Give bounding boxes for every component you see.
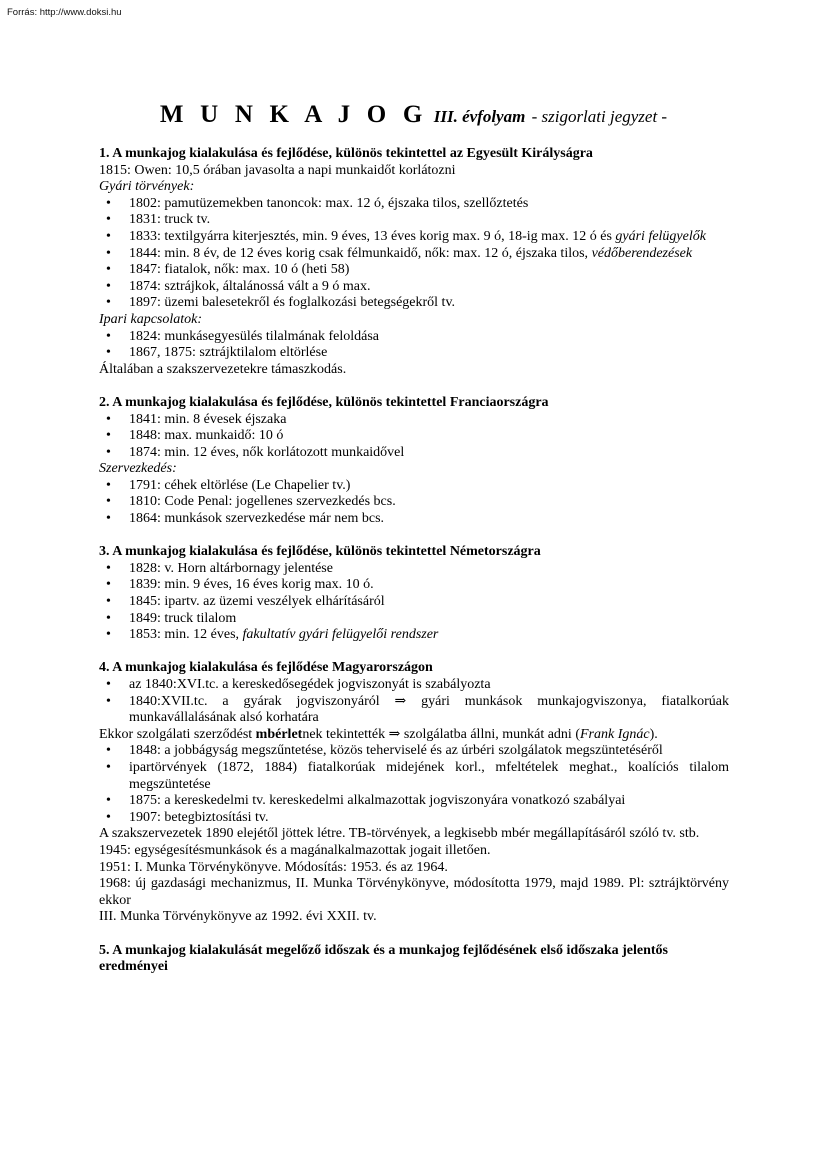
list-item-emphasis: gyári felügyelők xyxy=(615,228,706,244)
page-title xyxy=(0,100,827,132)
title-year: III. évfolyam xyxy=(433,107,526,126)
list-item: • 1848: a jobbágyság megszűntetése, közös teherviselé és az úrbéri szolgálatok megszüntetéséről xyxy=(99,743,729,760)
list-item: • 1847: fiatalok, nők: max. 10 ó (heti 58) xyxy=(99,262,729,279)
list-item: • az 1840:XVI.tc. a kereskedősegédek jogviszonyát is szabályozta xyxy=(99,677,729,694)
section-2-organizing-list xyxy=(99,478,729,528)
title-main: M U N K A J O G xyxy=(159,101,428,128)
list-item-text: 1833: textilgyárra kiterjesztés, min. 9 éves, 13 éves korig max. 9 ó, 18-ig max. 12 ó és xyxy=(129,228,616,244)
list-item-text: 1853: min. 12 éves, xyxy=(129,627,243,643)
section-4-heading: 4. A munkajog kialakulása és fejlődése Magyarországon xyxy=(99,660,433,676)
list-item: • 1864: munkások szervezkedése már nem bcs. xyxy=(99,511,729,528)
list-item: • 1840:XVII.tc. a gyárak jogviszonyáról ⇒ gyári munkások munkajogviszonya, fiatalkorúak munkavállalásának alsó korhatára xyxy=(99,694,729,727)
list-item: • ipartörvények (1872, 1884) fiatalkorúak midejének korl., mfeltételek meghat., koalíciós tilalom megszüntetése xyxy=(99,760,729,793)
section-4-paragraph-service-contract xyxy=(99,727,729,744)
list-item: • 1831: truck tv. xyxy=(99,212,729,229)
section-4-paragraph-unions: A szakszervezetek 1890 elejétől jöttek létre. TB-törvények, a legkisebb mbér megállapításáról szóló tv. stb. xyxy=(99,826,700,842)
section-4-paragraph-1945: 1945: egységesítésmunkások és a magánalkalmazottak jogait illetően. xyxy=(99,842,491,858)
section-2-label-organizing: Szervezkedés: xyxy=(99,461,177,477)
list-item: • 1875: a kereskedelmi tv. kereskedelmi alkalmazottak jogviszonyára vonatkozó szabályai xyxy=(99,793,729,810)
paragraph-text: ). xyxy=(649,726,658,742)
section-1-factory-list xyxy=(99,196,729,312)
section-5-heading: 5. A munkajog kialakulását megelőző időszak és a munkajog fejlődésének első időszaka jelentős eredményei xyxy=(99,942,668,975)
section-1-label-factory-laws: Gyári törvények: xyxy=(99,179,195,195)
list-item-emphasis: fakultatív gyári felügyelői rendszer xyxy=(242,627,439,643)
list-item: • 1791: céhek eltörlése (Le Chapelier tv.) xyxy=(99,478,729,495)
section-4-paragraph-1968: 1968: új gazdasági mechanizmus, II. Munka Törvénykönyve, módosította 1979, majd 1989. Pl: sztrájktörvény ekkor xyxy=(99,876,729,908)
list-item xyxy=(99,627,729,644)
list-item: • 1841: min. 8 évesek éjszaka xyxy=(99,412,729,429)
section-3-list xyxy=(99,561,729,644)
list-item: • 1874: sztrájkok, általánossá vált a 9 ó max. xyxy=(99,279,729,296)
paragraph-bold-term: mbérlet xyxy=(255,726,303,742)
paragraph-text: nek tekintették ⇒ szolgálatba állni, munkát adni ( xyxy=(302,726,580,742)
source-note: Forrás: http://www.doksi.hu xyxy=(7,7,122,18)
section-1-heading: 1. A munkajog kialakulása és fejlődése, különös tekintettel az Egyesült Királyságra xyxy=(99,146,593,161)
section-1-industrial-list xyxy=(99,329,729,362)
list-item: • 1802: pamutüzemekben tanoncok: max. 12 ó, éjszaka tilos, szellőztetés xyxy=(99,196,729,213)
section-4-paragraph-1951: 1951: I. Munka Törvénykönyve. Módosítás: 1953. és az 1964. xyxy=(99,859,448,875)
list-item: • 1839: min. 9 éves, 16 éves korig max. 10 ó. xyxy=(99,577,729,594)
section-1-outro: Általában a szakszervezetekre támaszkodás. xyxy=(99,361,347,377)
title-subtitle: - szigorlati jegyzet - xyxy=(531,107,668,126)
list-item: • 1897: üzemi balesetekről és foglalkozási betegségekről tv. xyxy=(99,295,729,312)
list-item xyxy=(99,229,729,246)
list-item: • 1867, 1875: sztrájktilalom eltörlése xyxy=(99,345,729,362)
section-3-heading: 3. A munkajog kialakulása és fejlődése, különös tekintettel Németországra xyxy=(99,544,541,560)
list-item: • 1824: munkásegyesülés tilalmának feloldása xyxy=(99,329,729,346)
list-item: • 1849: truck tilalom xyxy=(99,611,729,628)
list-item xyxy=(99,246,729,263)
section-1-intro: 1815: Owen: 10,5 órában javasolta a napi munkaidőt korlátozni xyxy=(99,162,456,178)
list-item: • 1810: Code Penal: jogellenes szervezkedés bcs. xyxy=(99,494,729,511)
list-item: • 1874: min. 12 éves, nők korlátozott munkaidővel xyxy=(99,445,729,462)
section-2-heading: 2. A munkajog kialakulása és fejlődése, különös tekintettel Franciaországra xyxy=(99,394,549,410)
list-item: • 1848: max. munkaidő: 10 ó xyxy=(99,428,729,445)
section-2-list xyxy=(99,412,729,462)
section-4-list-a xyxy=(99,677,729,727)
list-item-emphasis: védőberendezések xyxy=(591,245,693,261)
paragraph-text: Ekkor szolgálati szerződést xyxy=(99,726,256,742)
section-4-paragraph-1992: III. Munka Törvénykönyve az 1992. évi XXII. tv. xyxy=(99,909,377,925)
list-item: • 1907: betegbiztosítási tv. xyxy=(99,810,729,827)
section-4-list-b xyxy=(99,743,729,826)
list-item: • 1845: ipartv. az üzemi veszélyek elhárításáról xyxy=(99,594,729,611)
section-1-label-industrial: Ipari kapcsolatok: xyxy=(99,311,203,327)
list-item: • 1828: v. Horn altárbornagy jelentése xyxy=(99,561,729,578)
document-body xyxy=(99,146,729,976)
list-item-text: 1844: min. 8 év, de 12 éves korig csak félmunkaidő, nők: max. 12 ó, éjszaka tilos, xyxy=(129,245,592,261)
paragraph-author: Frank Ignác xyxy=(579,726,650,742)
